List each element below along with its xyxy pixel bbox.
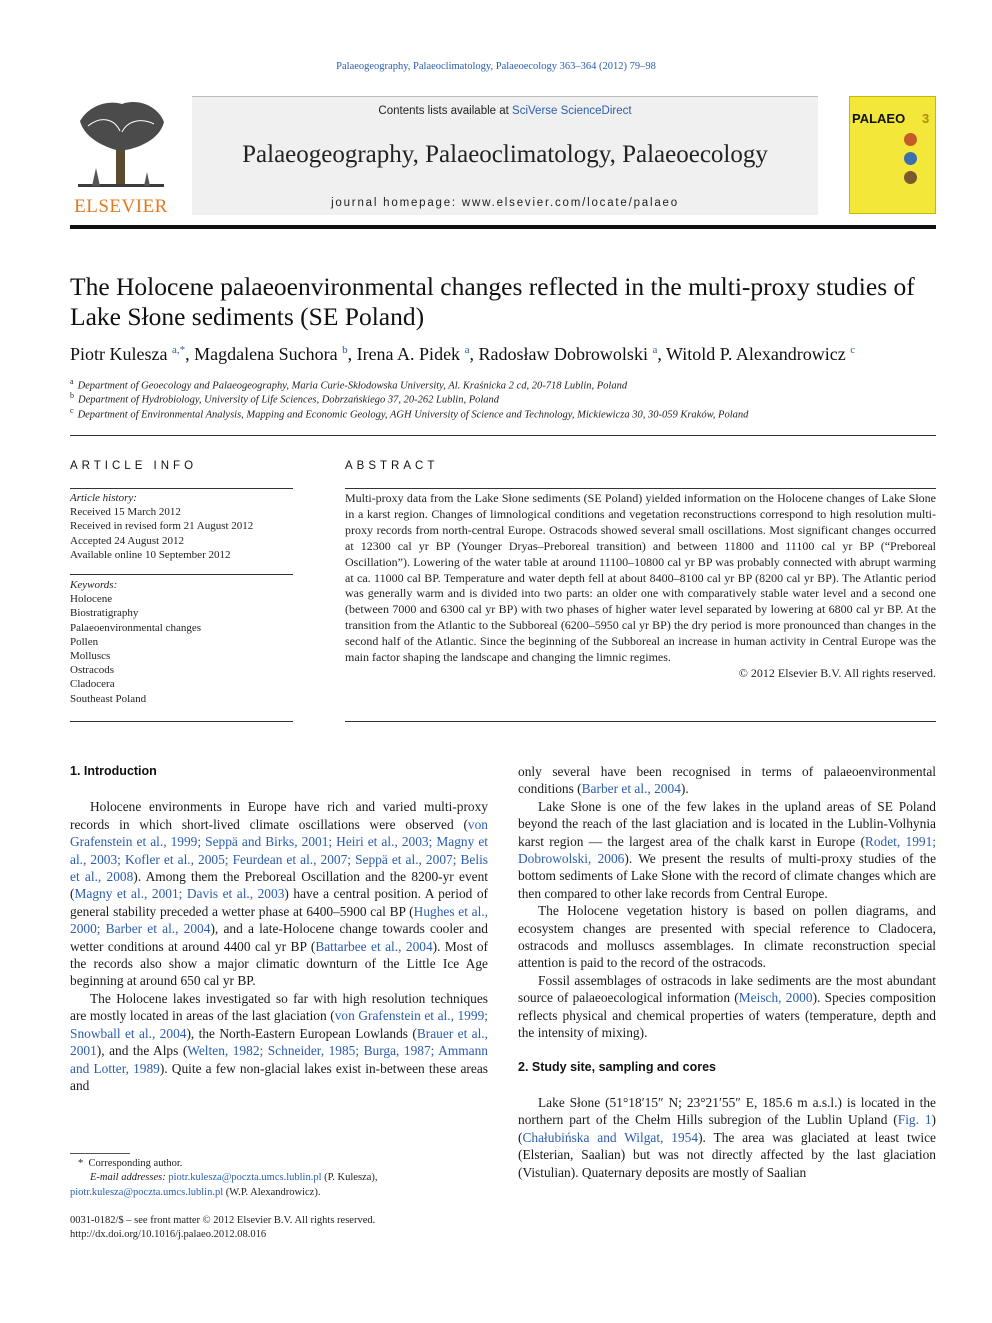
body-text: Fossil assemblages of ostracods in lake sediments are the most abundant source of palaeoecological information (: [518, 972, 936, 1006]
cover-number: 3: [922, 111, 930, 126]
section-1-heading: 1. Introduction: [70, 764, 157, 778]
intro-paragraph-4: [518, 798, 936, 902]
intro-paragraph-6: [518, 972, 936, 1042]
intro-paragraph-5: [518, 902, 936, 972]
citation-link[interactable]: Barber et al., 2004: [581, 781, 681, 797]
footnote-rule: [70, 1153, 130, 1154]
body-text: Lake Słone is one of the few lakes in the upland areas of SE Poland beyond the reach of the last glaciation and is located in the Lublin-Volhynia karst region — the largest area of the chalk karst in Europe (: [518, 798, 936, 849]
body-text: only several have been recognised in terms of palaeoenvironmental conditions (: [518, 764, 936, 797]
keywords: [70, 578, 293, 706]
citation-link[interactable]: von Grafenstein et al., 1999; Seppä and Birks, 2001; Heiri et al., 2003; Magny et al., 2003; Kofler et al., 2005; Feurdean et al., 2007; Seppä et al., 2007; Belis et al., 2008: [70, 816, 488, 885]
article-history: [70, 491, 293, 562]
keyword: Pollen: [70, 635, 99, 648]
cover-title: PALAEO: [852, 111, 906, 126]
journal-banner: [192, 96, 818, 215]
history-online: Available online 10 September 2012: [70, 548, 231, 561]
citation-link[interactable]: Hughes et al., 2000; Barber et al., 2004: [70, 903, 488, 937]
author-separator: ,: [469, 344, 479, 364]
author-separator: ,: [657, 344, 667, 364]
body-right-column: [518, 763, 936, 1181]
study-site-paragraph: [518, 1094, 936, 1181]
citation-link[interactable]: von Grafenstein et al., 1999; Snowball et al., 2004: [70, 1008, 488, 1041]
author-affiliation-mark[interactable]: a: [464, 344, 470, 356]
citation-link[interactable]: Brauer et al., 2001: [70, 1025, 489, 1059]
keyword: Palaeoenvironmental changes: [70, 621, 202, 634]
journal-masthead: [70, 96, 936, 216]
affiliation-c: $^c$ Department of Environmental Analysis, Mapping and Economic Geology, AGH University of Science and Technology, Mickiewicza 30, 30-059 Kraków, Poland: [70, 406, 749, 421]
keyword: Ostracods: [70, 664, 114, 677]
spacer: [518, 1042, 936, 1059]
author-affiliation-mark[interactable]: c: [850, 344, 856, 356]
body-left-column: [70, 763, 488, 1094]
email-addresses-2: piotr.kulesza@poczta.umcs.lublin.pl (W.P. Alexandrowicz).: [70, 1187, 321, 1198]
author-name: Radosław Dobrowolski: [478, 344, 653, 364]
publisher-wordmark: ELSEVIER: [74, 196, 168, 217]
globe-icon: [904, 152, 917, 165]
section-2-heading: 2. Study site, sampling and cores: [518, 1059, 716, 1074]
spacer: [518, 1076, 936, 1094]
author-name: Piotr Kulesza: [70, 344, 172, 364]
history-received: Received 15 March 2012: [70, 506, 181, 519]
body-text: ), the North-Eastern European Lowlands (: [186, 1025, 417, 1041]
keyword: Biostratigraphy: [70, 607, 139, 620]
body-text: ) (: [518, 1112, 936, 1145]
corresponding-author-note: * Corresponding author.: [78, 1158, 183, 1169]
history-heading: Article history:: [70, 492, 137, 504]
intro-paragraph-2: [70, 990, 488, 1094]
abstract-rule-top: [345, 488, 936, 489]
globe-icon: [904, 133, 917, 146]
history-accepted: Accepted 24 August 2012: [70, 534, 184, 547]
abstract: [345, 491, 936, 682]
journal-homepage: journal homepage: www.elsevier.com/locate/palaeo: [331, 197, 679, 209]
author-list: [70, 344, 950, 365]
body-text: ), and a late-Holocene change towards cooler and wetter conditions at around 4400 cal yr BP (: [70, 921, 488, 954]
email-addresses: E-mail addresses: piotr.kulesza@poczta.umcs.lublin.pl (P. Kulesza),: [90, 1172, 378, 1183]
body-text: ). We present the results of multi-proxy studies of the bottom sediments of Lake Słone with the record of climate changes which are then compared to other lake records from Central Europe.: [518, 851, 937, 901]
homepage-link[interactable]: www.elsevier.com/locate/palaeo: [461, 197, 679, 209]
contents-line: Contents lists available at SciVerse ScienceDirect: [378, 105, 632, 117]
author-separator: ,: [347, 344, 357, 364]
spacer: [70, 780, 488, 798]
history-revised: Received in revised form 21 August 2012: [70, 520, 254, 533]
info-rule-top: [70, 488, 293, 489]
journal-reference[interactable]: Palaeogeography, Palaeoclimatology, Palaeoecology 363–364 (2012) 79–98: [336, 61, 656, 72]
email-link[interactable]: piotr.kulesza@poczta.umcs.lublin.pl: [70, 1187, 224, 1198]
citation-link[interactable]: Chałubińska and Wilgat, 1954: [522, 1129, 699, 1145]
citation-link[interactable]: Meisch, 2000: [738, 990, 813, 1006]
author-name: Irena A. Pidek: [356, 344, 465, 364]
author-name: Magdalena Suchora: [194, 344, 343, 364]
journal-title: Palaeogeography, Palaeoclimatology, Palaeoecology: [242, 141, 768, 168]
globe-icon: [904, 171, 917, 184]
intro-paragraph-3: [518, 763, 936, 798]
body-text: The Holocene vegetation history is based on pollen diagrams, and ecosystem changes are presented with special reference to Cladocera, ostracods and molluscs assemblages. In climate reconstruction special attention is paid to the record of the ostracods.: [518, 903, 936, 971]
info-rule-bottom: [70, 721, 293, 722]
intro-paragraph-1: [70, 798, 488, 989]
citation-link[interactable]: Welten, 1982; Schneider, 1985; Burga, 1987; Ammann and Lotter, 1989: [70, 1043, 488, 1076]
body-text: Lake Słone (51°18′15″ N; 23°21′55″ E, 185.6 m a.s.l.) is located in the northern part of the Chełm Hills subregion of the Lublin Upland (: [518, 1094, 936, 1128]
affiliation-rule: [70, 435, 936, 436]
body-text: ). Among them the Preboreal Oscillation and the 8200-yr event (: [70, 869, 489, 902]
body-text: ). The area was glaciated at least twice (Elsterian, Saalian) but was not directly affected by the last glaciation (Vistulian). Quaternary deposits are mostly of Saalian: [518, 1129, 936, 1180]
citation-link[interactable]: Fig. 1: [897, 1112, 932, 1128]
abstract-rule-bottom: [345, 721, 936, 722]
doi-link[interactable]: http://dx.doi.org/10.1016/j.palaeo.2012.08.016: [70, 1229, 267, 1240]
keywords-heading: Keywords:: [70, 579, 118, 591]
sciencedirect-link[interactable]: SciVerse ScienceDirect: [512, 105, 632, 117]
info-rule-mid: [70, 574, 293, 575]
abstract-text: Multi-proxy data from the Lake Słone sediments (SE Poland) yielded information on the Holocene changes of Lake Słone in a karst region. Changes of limnological conditions and vegetation reconstructions correspond to high resolution multi-proxy records from north-central Europe. Ostracods showed several small oscillations. Most significant changes occurred at 12300 cal yr BP (Younger Dryas–Preboreal transition) and between 11800 and 11100 cal yr BP (“Preboreal Oscillation”). Lowering of the water table at around 11100–10800 cal yr BP was probably connected with abrupt warming at ca. 11000 cal BP. Temperature and water depth fell at about 8400–8100 cal yr BP (8200 cal yr BP). The Atlantic period was generally warm and is divided into two parts: an older one with comparatively stable water level and a second one (between 7000 and 6300 cal yr BP) with two phases of higher water level separated by lowering at 6800 cal yr BP. At the transition from the Atlantic to the Subboreal (6200–5950 cal yr BP) the dry period is more pronounced than changes in the second half of the Atlantic. Since the beginning of the Subboreal an increase in human activity in Central Europe was the main factor shaping the landscape and changing the limnic regimes.: [345, 491, 936, 665]
article-info-heading: ARTICLE INFO: [70, 460, 198, 472]
issn-line: 0031-0182/$ – see front matter © 2012 Elsevier B.V. All rights reserved.: [70, 1215, 376, 1226]
body-text: ).: [680, 781, 689, 797]
affiliation-b: $^b$ Department of Hydrobiology, University of Life Sciences, Dobrzańskiego 37, 20-262 Lublin, Poland: [70, 391, 500, 406]
citation-link[interactable]: Magny et al., 2001; Davis et al., 2003: [74, 886, 285, 902]
body-text: ), and the Alps (: [96, 1043, 188, 1059]
body-text: ). Most of the records also show a major climatic downturn of the Little Ice Age beginning at around 650 cal yr BP.: [70, 938, 488, 989]
author-separator: ,: [185, 344, 195, 364]
citation-link[interactable]: Battarbee et al., 2004: [315, 938, 433, 954]
abstract-copyright: © 2012 Elsevier B.V. All rights reserved.: [738, 665, 936, 680]
affiliation-a: $^a$ Department of Geoecology and Palaeogeography, Maria Curie-Skłodowska University, Al. Kraśnicka 2 cd, 20-718 Lublin, Poland: [70, 377, 628, 392]
header-rule: [70, 225, 936, 229]
body-text: The Holocene lakes investigated so far with high resolution techniques are mostly located in areas of the last glaciation (: [70, 990, 488, 1024]
author-affiliation-mark[interactable]: b: [342, 344, 348, 356]
abstract-heading: ABSTRACT: [345, 460, 439, 472]
body-text: Holocene environments in Europe have rich and varied multi-proxy records in which short-lived climate oscillations were observed (: [70, 799, 488, 832]
journal-cover-thumbnail: [849, 96, 936, 214]
body-text: ). Species composition reflects physical and chemical properties of waters (temperature, depth and the intensity of mixing).: [518, 990, 936, 1041]
citation-link[interactable]: Rodet, 1991; Dobrowolski, 2006: [518, 833, 936, 867]
author-affiliation-mark[interactable]: a,*: [171, 344, 186, 356]
article-title: The Holocene palaeoenvironmental changes reflected in the multi-proxy studies of Lake Słone sediments (SE Poland): [70, 272, 915, 331]
author-name: Witold P. Alexandrowicz: [666, 344, 851, 364]
keyword: Molluscs: [70, 650, 111, 663]
keyword: Cladocera: [70, 678, 115, 691]
email-link[interactable]: piotr.kulesza@poczta.umcs.lublin.pl: [168, 1172, 322, 1183]
keyword: Holocene: [70, 593, 113, 606]
body-text: ) have a central position. A period of general stability preceded a wetter phase at 6400–5900 cal BP (: [70, 886, 488, 919]
body-text: ). Quite a few non-glacial lakes exist in-between these areas and: [70, 1060, 488, 1093]
keyword: Southeast Poland: [70, 692, 147, 705]
author-affiliation-mark[interactable]: a: [652, 344, 658, 356]
